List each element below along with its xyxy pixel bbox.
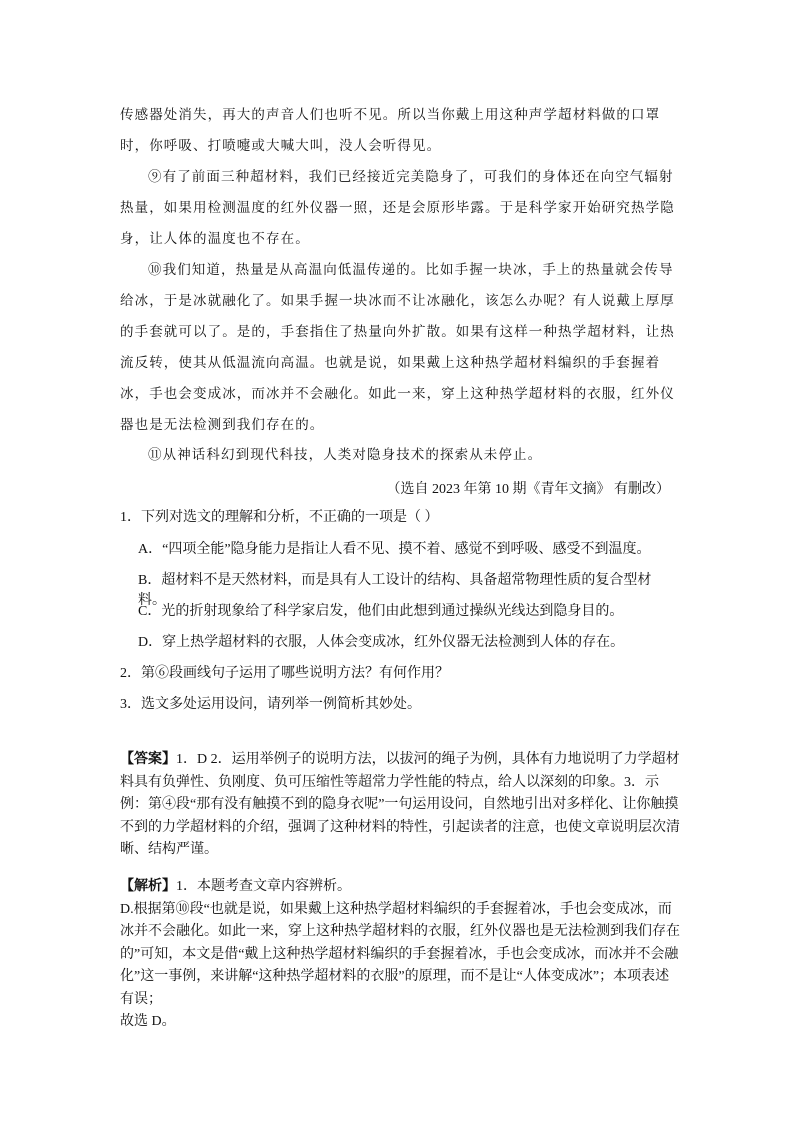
- question-2: 2．第⑥段画线句子运用了哪些说明方法？有何作用？: [120, 666, 449, 681]
- analysis-label: 【解析】: [120, 879, 176, 894]
- source-citation: （选自 2023 年第 10 期《青年文摘》 有删改）: [386, 482, 670, 497]
- paragraph-11: ⑪从神话科幻到现代科技，人类对隐身技术的探索从未停止。: [148, 447, 543, 463]
- option-d: D．穿上热学超材料的衣服，人体会变成冰，红外仪器无法检测到人体的存在。: [138, 635, 625, 650]
- paragraph-8-tail: 传感器处消失，再大的声音人们也听不见。所以当你戴上用这种声学超材料做的口罩时，你呼吸、打喷嚏或大喊大叫，没人会听得见。: [120, 107, 661, 154]
- option-a: A．“四项全能”隐身能力是指让人看不见、摸不着、感觉不到呼吸、感受不到温度。: [138, 542, 651, 557]
- analysis-conclusion: 故选 D。: [120, 1014, 176, 1029]
- paragraph-10: ⑩我们知道，热量是从高温向低温传递的。比如手握一块冰，手上的热量就会传导给冰，于是冰就融化了。如果手握一块冰而不让冰融化，该怎么办呢？有人说戴上厚厚的手套就可以了。是的，手套指住了热量向外扩散。如果有这样一种热学超材料，让热流反转，使其从低温流向高温。也就是说，如果戴上这种热学超材料编织的手套握着冰，手也会变成冰，而冰并不会融化。如此一来，穿上这种热学超材料的衣服，红外仪器也是无法检测到我们存在的。: [120, 262, 675, 433]
- analysis-intro: 1．本题考查文章内容辨析。: [176, 879, 351, 894]
- answer-block: [120, 749, 680, 862]
- paragraph-9: ⑨有了前面三种超材料，我们已经接近完美隐身了，可我们的身体还在向空气辐射热量，如果用检测温度的红外仪器一照，还是会原形毕露。于是科学家开始研究热学隐身，让人体的温度也不存在。: [120, 169, 675, 247]
- option-b: B．超材料不是天然材料，而是具有人工设计的结构、具备超常物理性质的复合型材料。: [138, 573, 652, 608]
- question-3: 3．选文多处运用设问，请列举一例简析其妙处。: [120, 697, 421, 712]
- answer-label: 【答案】: [120, 752, 176, 767]
- option-c: C．光的折射现象给了科学家启发，他们由此想到通过操纵光线达到隐身目的。: [138, 604, 624, 619]
- analysis-heading: [120, 876, 680, 899]
- answer-text: 1．D 2．运用举例子的说明方法，以拔河的绳子为例，具体有力地说明了力学超材料具有负弹性、负刚度、负可压缩性等超常力学性能的特点，给人以深刻的印象。3．示例：第④段“那有没有触摸不到的隐身衣呢”一句运用设问，自然地引出对多样化、让你触摸不到的力学超材料的介绍，强调了这种材料的特性，引起读者的注意，也使文章说明层次清晰、结构严谨。: [120, 752, 680, 857]
- question-1: 1．下列对选文的理解和分析，不正确的一项是（ ）: [120, 510, 439, 525]
- analysis-body: D.根据第⑩段“也就是说，如果戴上这种热学超材料编织的手套握着冰，手也会变成冰，而冰并不会融化。如此一来，穿上这种热学超材料的衣服，红外仪器也是无法检测到我们存在的”可知，本文是借“戴上这种热学超材料编织的手套握着冰，手也会变成冰，而冰并不会融化”这一事例，来讲解“这种热学超材料的衣服”的原理，而不是让“人体变成冰”；本项表述有误；: [120, 901, 680, 1007]
- analysis-block: [120, 876, 680, 1034]
